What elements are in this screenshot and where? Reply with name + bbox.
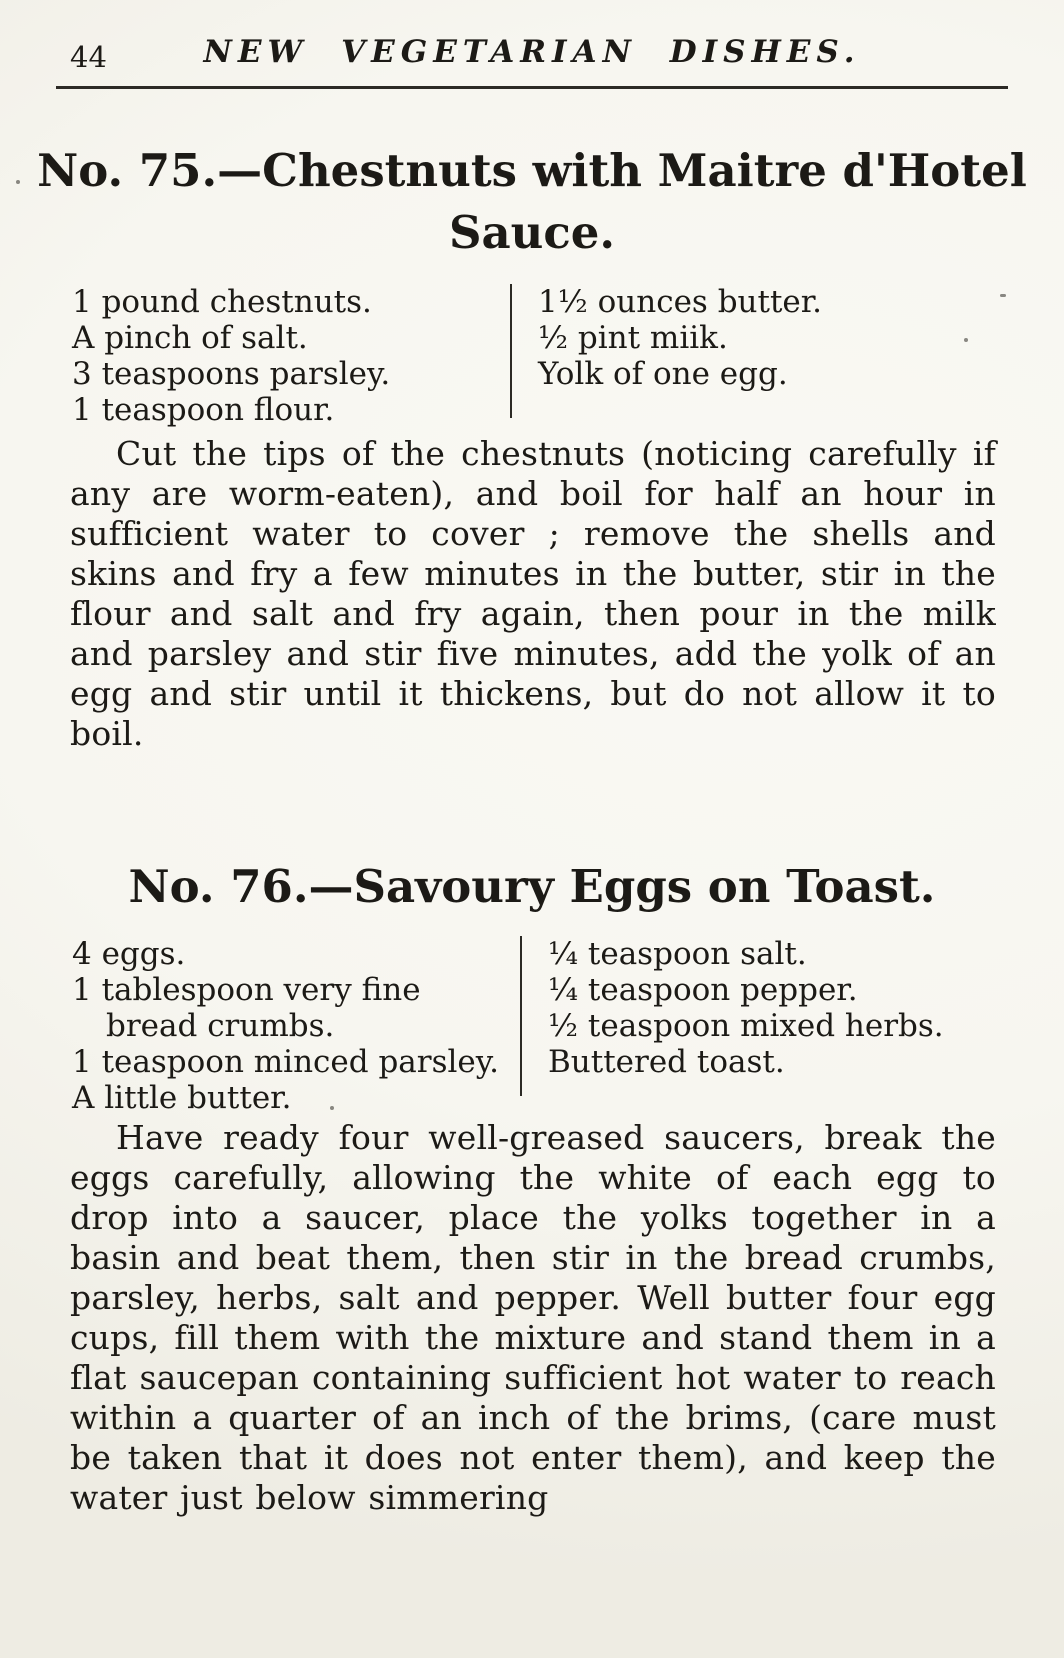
- ingredient-item: 1 tablespoon very fine bread crumbs.: [72, 972, 421, 1044]
- ingredient-item: 1 teaspoon flour.: [72, 392, 335, 428]
- ingredient-item: A little butter.: [72, 1080, 292, 1116]
- ingredient-item: ½ pint miik.: [538, 320, 728, 356]
- recipe-76-body: Have ready four well-greased saucers, break the eggs carefully, allowing the white of each egg to drop into a saucer, place the yolks together in a basin and beat them, then stir in the bread crumbs, parsley, herbs, salt and pepper. Well butter four egg cups, fill them with the mixture and stand them in a flat saucepan containing sufficient hot water to reach within a quarter of an inch of the brims, (care must be taken that it does not enter them), and keep the water just below simmering: [70, 1118, 996, 1517]
- running-head: NEW VEGETARIAN DISHES.: [203, 34, 861, 70]
- ingredient-item: 1½ ounces butter.: [538, 284, 823, 320]
- ingredient-item: 1 pound chestnuts.: [72, 284, 372, 320]
- ingredient-item: Yolk of one egg.: [538, 356, 788, 392]
- ingredient-item: 3 teaspoons parsley.: [72, 356, 391, 392]
- recipe-76-ingredients-right: [522, 936, 1002, 1080]
- scan-speck: [16, 180, 20, 184]
- header-rule: [56, 86, 1008, 89]
- recipe-75-body: Cut the tips of the chestnuts (noticing carefully if any are worm-eaten), and boil for half an hour in sufficient water to cover ; remove the shells and skins and fry a few minutes in the butter, stir in the flour and salt and fry again, then pour in the milk and parsley and stir five minutes, add the yolk of an egg and stir until it thickens, but do not allow it to boil.: [70, 434, 996, 753]
- recipe-76-ingredients: [72, 936, 1002, 1116]
- page-number: 44: [70, 40, 107, 74]
- recipe-75-title: [0, 140, 1064, 264]
- recipe-76-title: [0, 856, 1064, 918]
- recipe-75-title-line1: No. 75.—Chestnuts with Maitre d'Hotel: [37, 144, 1027, 197]
- recipe-75-title-line2: Sauce.: [448, 206, 616, 259]
- ingredient-item: 1 teaspoon minced parsley.: [72, 1044, 500, 1080]
- recipe-75-ingredients-right: [512, 284, 1002, 392]
- recipe-75-ingredients: [72, 284, 1002, 428]
- ingredient-item: 4 eggs.: [72, 936, 186, 972]
- ingredient-item: ¼ teaspoon salt.: [548, 936, 807, 972]
- ingredient-item: ½ teaspoon mixed herbs.: [548, 1008, 944, 1044]
- scan-speck: [964, 338, 968, 342]
- scan-speck: [330, 1106, 334, 1110]
- recipe-76-title-line1: No. 76.—Savoury Eggs on Toast.: [128, 860, 936, 913]
- ingredient-item: A pinch of salt.: [72, 320, 308, 356]
- ingredient-item: Buttered toast.: [548, 1044, 785, 1080]
- ingredient-item: ¼ teaspoon pepper.: [548, 972, 858, 1008]
- recipe-76-ingredients-left: [72, 936, 520, 1116]
- scan-speck: [1000, 294, 1006, 297]
- recipe-75-ingredients-left: [72, 284, 510, 428]
